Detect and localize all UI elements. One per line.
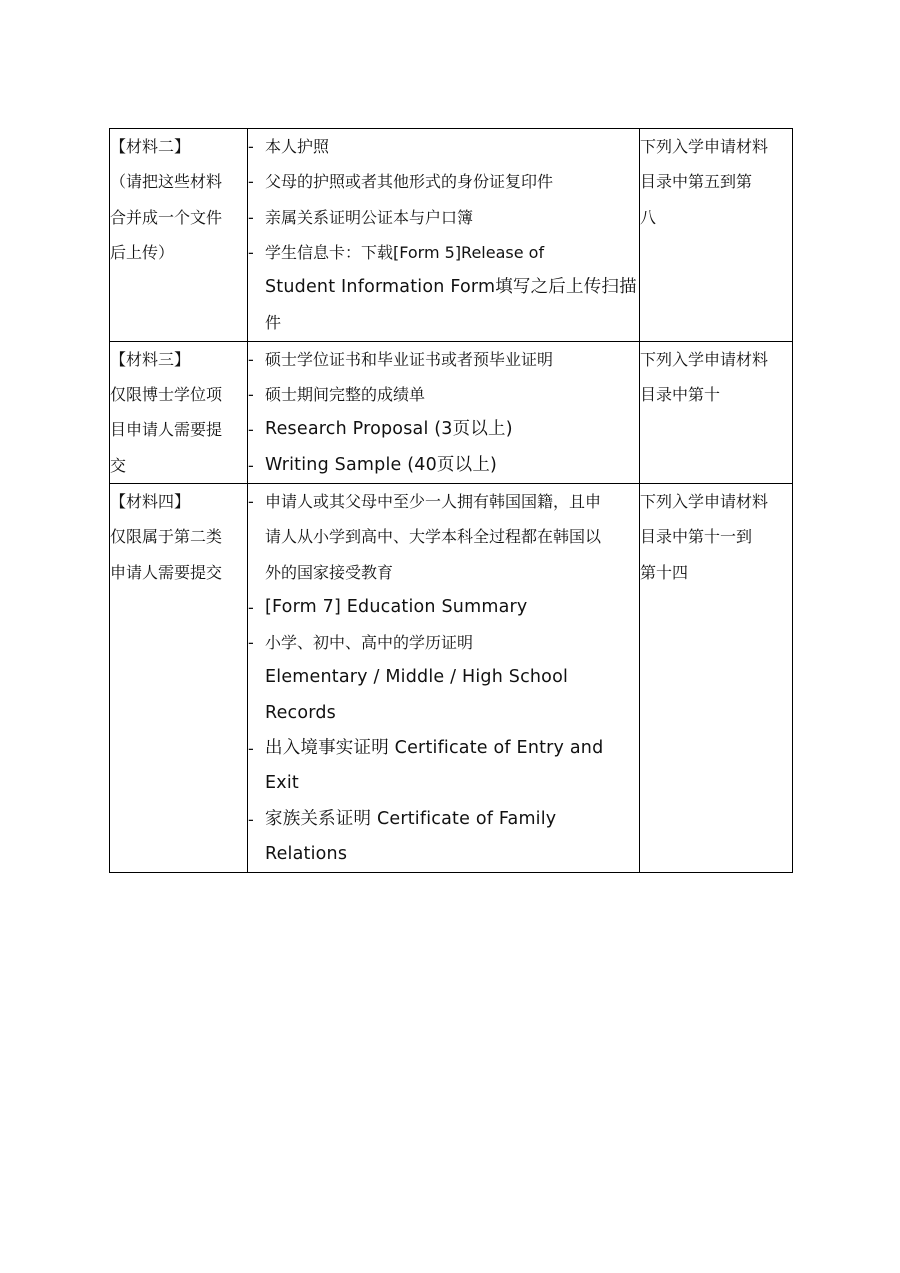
list-item — [248, 448, 639, 483]
item-line: [Form 7] Education Summary — [265, 596, 528, 617]
list-item — [248, 342, 639, 377]
bullet-dash: - — [248, 491, 254, 511]
item-line: 硕士学位证书和毕业证书或者预毕业证明 — [265, 349, 554, 369]
item-line: Elementary / Middle / High School Records — [265, 667, 569, 723]
category-line: 交 — [110, 455, 127, 475]
category-line: 后上传） — [110, 242, 175, 262]
item-line: Research Proposal (3页以上) — [265, 419, 513, 440]
item-line: 家族关系证明 Certificate of Family — [265, 808, 557, 829]
item-line: 请人从小学到高中、大学本科全过程都在韩国以 — [265, 527, 602, 547]
materials-table — [109, 128, 793, 873]
items-cell — [248, 483, 640, 872]
note-cell — [640, 341, 793, 483]
list-item — [248, 625, 639, 731]
note-line: 下列入学申请材料 — [640, 349, 769, 369]
item-line: 父母的护照或者其他形式的身份证复印件 — [265, 172, 554, 192]
note-line: 目录中第五到第 — [640, 172, 753, 192]
item-line: 小学、初中、高中的学历证明 — [265, 633, 474, 653]
category-line: 【材料四】 — [110, 491, 191, 511]
bullet-dash: - — [248, 420, 254, 440]
bullet-dash: - — [248, 809, 254, 829]
items-cell — [248, 129, 640, 342]
bullet-dash: - — [248, 349, 254, 369]
list-item — [248, 164, 639, 199]
list-item — [248, 377, 639, 412]
category-line: 【材料三】 — [110, 349, 191, 369]
table-row — [110, 483, 793, 872]
list-item — [248, 412, 639, 447]
note-line: 目录中第十一到 — [640, 527, 753, 547]
list-item — [248, 200, 639, 235]
category-line: 合并成一个文件 — [110, 207, 223, 227]
note-line: 下列入学申请材料 — [640, 137, 769, 156]
bullet-dash: - — [248, 597, 254, 617]
category-cell — [110, 341, 248, 483]
item-line: Relations — [265, 843, 348, 864]
bullet-dash: - — [248, 739, 254, 759]
item-line: 学生信息卡：下载[Form 5]Release of — [265, 242, 545, 262]
bullet-dash: - — [248, 207, 254, 227]
item-line: 件 — [265, 313, 282, 333]
bullet-dash: - — [248, 137, 254, 156]
item-line: 硕士期间完整的成绩单 — [265, 385, 426, 405]
note-cell — [640, 129, 793, 342]
bullet-dash: - — [248, 633, 254, 653]
item-line: 亲属关系证明公证本与户口簿 — [265, 207, 474, 227]
item-line: Student Information Form填写之后上传扫描 — [265, 277, 637, 298]
table-row — [110, 341, 793, 483]
category-cell — [110, 483, 248, 872]
item-line: 出入境事实证明 Certificate of Entry and Exit — [265, 738, 604, 794]
list-item — [248, 802, 639, 873]
table-body — [110, 129, 793, 873]
category-line: 申请人需要提交 — [110, 562, 223, 582]
item-line: 本人护照 — [265, 137, 330, 156]
table-row — [110, 129, 793, 342]
list-item — [248, 129, 639, 164]
category-line: （请把这些材料 — [110, 172, 223, 192]
list-item — [248, 235, 639, 341]
note-line: 第十四 — [640, 562, 689, 582]
list-item — [248, 731, 639, 802]
category-line: 【材料二】 — [110, 137, 191, 156]
list-item — [248, 484, 639, 590]
note-line: 目录中第十 — [640, 385, 721, 405]
bullet-dash: - — [248, 242, 254, 262]
note-cell — [640, 483, 793, 872]
item-line: 外的国家接受教育 — [265, 562, 394, 582]
bullet-dash: - — [248, 455, 254, 475]
category-line: 仅限属于第二类 — [110, 527, 223, 547]
list-item — [248, 590, 639, 625]
category-line: 目申请人需要提 — [110, 420, 223, 440]
item-line: Writing Sample (40页以上) — [265, 454, 498, 475]
category-line: 仅限博士学位项 — [110, 385, 223, 405]
note-line: 下列入学申请材料 — [640, 491, 769, 511]
item-line: 申请人或其父母中至少一人拥有韩国国籍，且申 — [265, 491, 602, 511]
note-line: 八 — [640, 207, 657, 227]
bullet-dash: - — [248, 172, 254, 192]
items-cell — [248, 341, 640, 483]
category-cell — [110, 129, 248, 342]
bullet-dash: - — [248, 385, 254, 405]
